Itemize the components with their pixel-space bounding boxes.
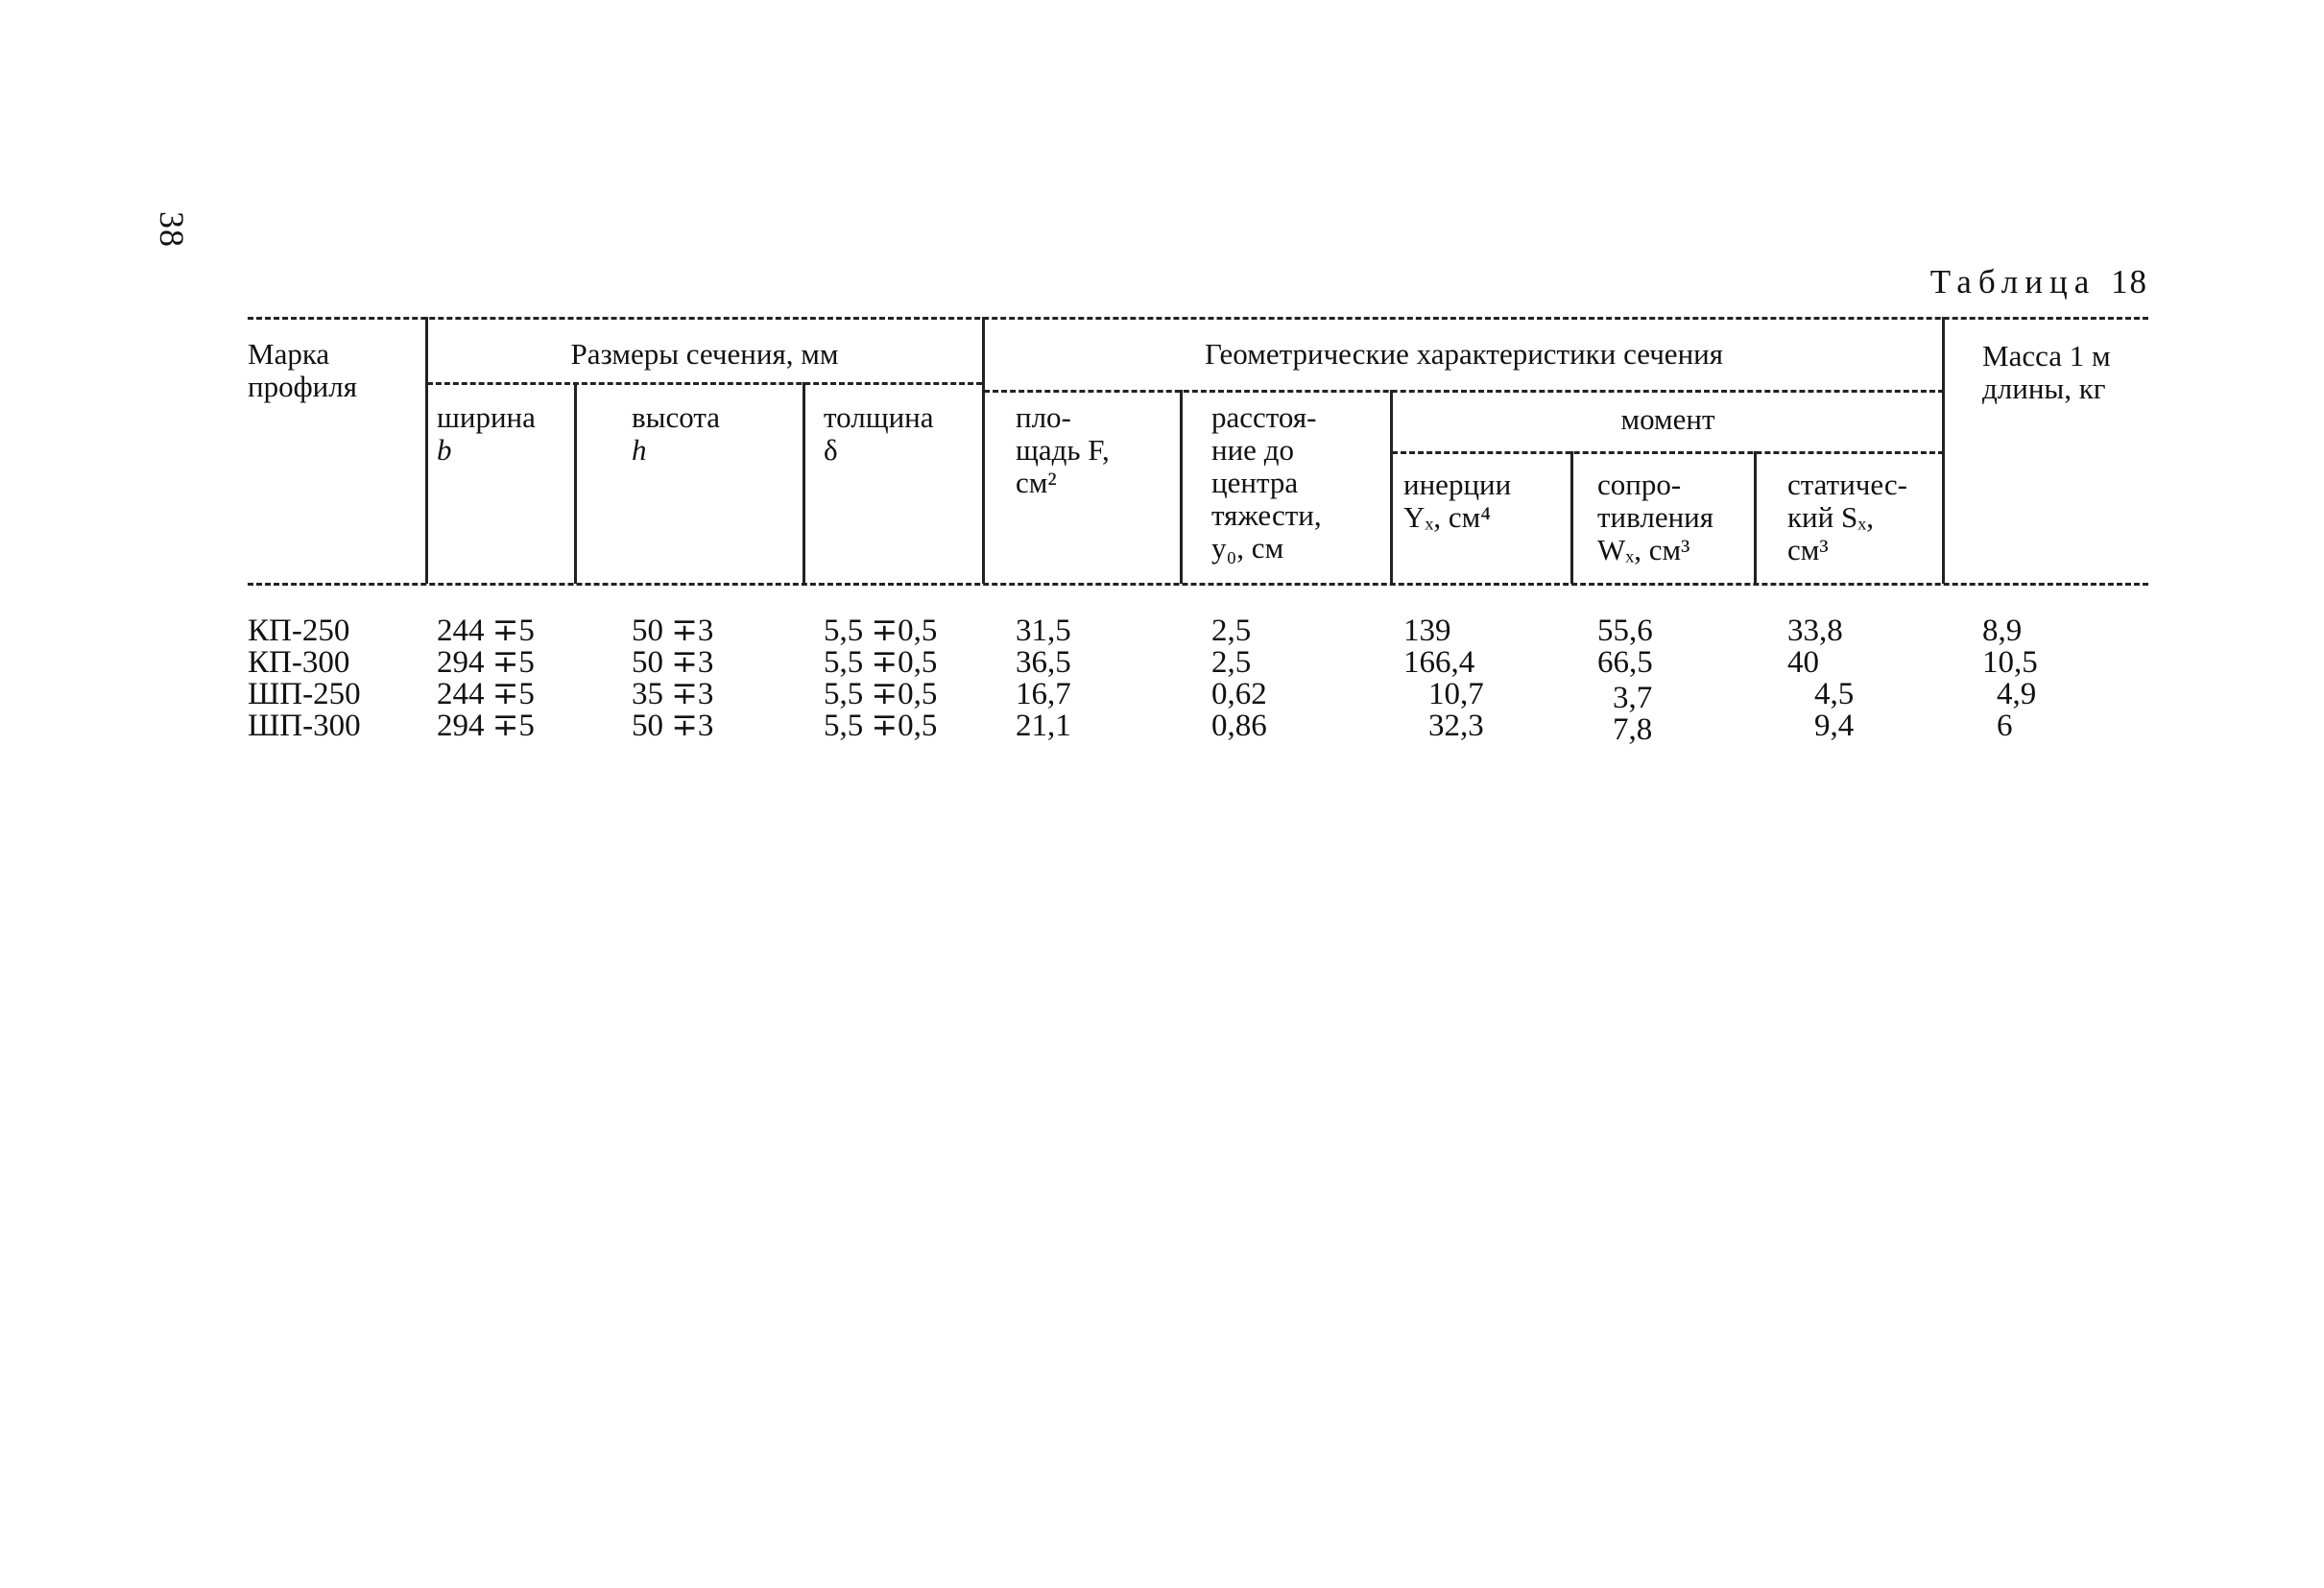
cell-mass: 4,9 xyxy=(1997,677,2037,711)
vrule-7 xyxy=(1570,451,1573,584)
header-inertsii-line1: инерции xyxy=(1403,468,1512,501)
header-tolshchina xyxy=(824,401,934,467)
cell-h: 50 ∓3 xyxy=(632,645,714,680)
cell-Jx: 32,3 xyxy=(1428,709,1484,743)
cell-d: 5,5 ∓0,5 xyxy=(824,709,938,743)
cell-Sx: 40 xyxy=(1787,645,1819,680)
cell-h: 50 ∓3 xyxy=(632,709,714,743)
cell-Jx: 166,4 xyxy=(1403,645,1475,680)
header-geometr-text: Геометрические характеристики сечения xyxy=(1204,337,1724,371)
header-massa-line1: Масса 1 м xyxy=(1982,339,2111,373)
header-soprotivleniya-line2: тивления xyxy=(1597,500,1714,534)
cell-Jx: 139 xyxy=(1403,614,1451,648)
header-massa xyxy=(1982,340,2111,405)
cell-F: 16,7 xyxy=(1016,677,1071,711)
header-tolshchina-line1: толщина xyxy=(824,400,934,434)
header-rasstoyanie-line4: тяжести, xyxy=(1211,498,1322,532)
cell-Sx: 9,4 xyxy=(1814,709,1855,743)
header-ploshchad-line1: пло- xyxy=(1016,400,1071,434)
header-marka-line1: Марка xyxy=(248,337,330,371)
header-soprotivleniya-line1: сопро- xyxy=(1597,468,1682,501)
cell-Sx: 33,8 xyxy=(1787,614,1843,648)
header-staticheskiy-line1: статичес- xyxy=(1787,468,1907,501)
cell-d: 5,5 ∓0,5 xyxy=(824,677,938,711)
cell-marka: КП-300 xyxy=(248,645,350,680)
symbol-h: h xyxy=(632,433,647,467)
cell-d: 5,5 ∓0,5 xyxy=(824,645,938,680)
header-ploshchad xyxy=(1016,401,1110,499)
caption-label: Таблица xyxy=(1929,263,2096,301)
header-rasstoyanie-line1: расстоя- xyxy=(1211,400,1317,434)
cell-marka: ШП-300 xyxy=(248,709,361,743)
header-soprotivleniya-line3: Wₓ, см³ xyxy=(1597,533,1690,566)
header-staticheskiy xyxy=(1787,469,1907,566)
cell-mass: 8,9 xyxy=(1982,614,2023,648)
header-staticheskiy-line2: кий Sₓ, xyxy=(1787,500,1874,534)
cell-h: 35 ∓3 xyxy=(632,677,714,711)
rule-geometr xyxy=(984,390,1944,393)
cell-y0: 2,5 xyxy=(1211,645,1252,680)
header-ploshchad-line3: см² xyxy=(1016,466,1057,499)
header-inertsii-line2: Yₓ, см⁴ xyxy=(1403,500,1492,534)
cell-y0: 0,62 xyxy=(1211,677,1267,711)
header-moment xyxy=(1392,403,1944,436)
vrule-2 xyxy=(574,382,577,584)
header-rasstoyanie-line3: центра xyxy=(1211,466,1299,499)
header-vysota-line1: высота xyxy=(632,400,721,434)
cell-Jx: 10,7 xyxy=(1428,677,1484,711)
cell-mass: 6 xyxy=(1997,709,2013,743)
table-caption xyxy=(1930,263,2148,301)
cell-Sx: 4,5 xyxy=(1814,677,1855,711)
header-vysota xyxy=(632,401,720,467)
rule-razmery xyxy=(427,382,982,385)
rule-top xyxy=(248,317,2148,320)
header-rasstoyanie-line5: y₀, см xyxy=(1211,531,1284,565)
header-marka-line2: профиля xyxy=(248,370,357,403)
header-razmery xyxy=(427,338,982,371)
caption-number: 18 xyxy=(2111,263,2148,301)
header-staticheskiy-line3: см³ xyxy=(1787,533,1829,566)
header-ploshchad-line2: щадь F, xyxy=(1016,433,1110,467)
header-marka xyxy=(248,338,357,403)
header-geometr xyxy=(984,338,1944,371)
cell-Wx: 55,6 xyxy=(1597,614,1653,648)
vrule-8 xyxy=(1754,451,1757,584)
cell-Wx: 3,7 xyxy=(1613,681,1653,715)
cell-Wx: 7,8 xyxy=(1613,712,1653,747)
header-tolshchina-symbol: δ xyxy=(824,433,838,467)
page-number: 38 xyxy=(153,211,191,248)
cell-b: 294 ∓5 xyxy=(437,645,535,680)
header-shirina-symbol xyxy=(437,434,536,467)
rule-moment xyxy=(1392,451,1944,454)
header-inertsii xyxy=(1403,469,1511,534)
cell-Wx: 66,5 xyxy=(1597,645,1653,680)
cell-b: 244 ∓5 xyxy=(437,677,535,711)
header-vysota-symbol xyxy=(632,434,720,467)
header-moment-text: момент xyxy=(1620,402,1715,436)
header-rasstoyanie-line2: ние до xyxy=(1211,433,1294,467)
cell-b: 294 ∓5 xyxy=(437,709,535,743)
cell-y0: 2,5 xyxy=(1211,614,1252,648)
cell-b: 244 ∓5 xyxy=(437,614,535,648)
vrule-5 xyxy=(1180,390,1183,584)
header-shirina-line1: ширина xyxy=(437,400,536,434)
rule-header-bottom xyxy=(248,583,2148,586)
vrule-3 xyxy=(803,382,805,584)
cell-y0: 0,86 xyxy=(1211,709,1267,743)
symbol-b: b xyxy=(437,433,452,467)
cell-F: 21,1 xyxy=(1016,709,1071,743)
cell-F: 36,5 xyxy=(1016,645,1071,680)
cell-F: 31,5 xyxy=(1016,614,1071,648)
header-soprotivleniya xyxy=(1597,469,1713,566)
cell-marka: ШП-250 xyxy=(248,677,361,711)
cell-h: 50 ∓3 xyxy=(632,614,714,648)
cell-mass: 10,5 xyxy=(1982,645,2038,680)
header-massa-line2: длины, кг xyxy=(1982,372,2106,405)
cell-marka: КП-250 xyxy=(248,614,350,648)
header-razmery-text: Размеры сечения, мм xyxy=(570,337,839,371)
header-shirina xyxy=(437,401,536,467)
cell-d: 5,5 ∓0,5 xyxy=(824,614,938,648)
header-rasstoyanie xyxy=(1211,401,1322,565)
